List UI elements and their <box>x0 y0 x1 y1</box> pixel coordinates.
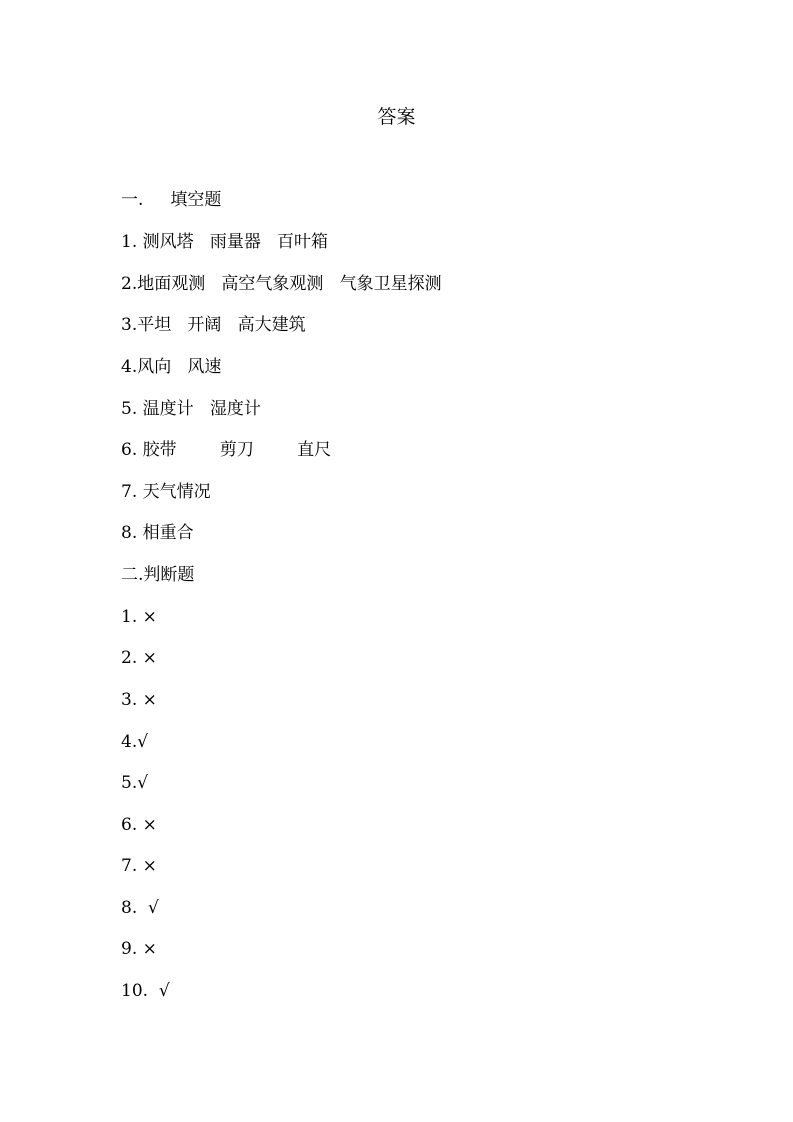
answer-line: 10. √ <box>121 981 170 1001</box>
answer-line: 3. × <box>121 690 157 710</box>
answer-line: 7. 天气情况 <box>121 482 211 502</box>
answer-line: 5.√ <box>121 773 149 793</box>
section-heading-fill-blank: 一. 填空题 <box>121 190 222 210</box>
answer-line: 4.风向 风速 <box>121 357 222 377</box>
answer-line: 6. × <box>121 815 157 835</box>
answer-line: 2.地面观测 高空气象观测 气象卫星探测 <box>121 274 442 294</box>
answer-line: 4.√ <box>121 732 149 752</box>
section-heading-true-false: 二.判断题 <box>121 565 195 585</box>
answer-line: 8. 相重合 <box>121 523 194 543</box>
answer-line: 7. × <box>121 856 157 876</box>
answer-line: 9. × <box>121 939 157 959</box>
answer-line: 1. × <box>121 607 157 627</box>
answer-line: 1. 测风塔 雨量器 百叶箱 <box>121 232 329 252</box>
answer-line: 5. 温度计 湿度计 <box>121 399 261 419</box>
page-title: 答案 <box>377 106 416 128</box>
answer-line: 6. 胶带 剪刀 直尺 <box>121 440 332 460</box>
answer-line: 3.平坦 开阔 高大建筑 <box>121 315 306 335</box>
answer-line: 8. √ <box>121 898 159 918</box>
answer-line: 2. × <box>121 648 157 668</box>
